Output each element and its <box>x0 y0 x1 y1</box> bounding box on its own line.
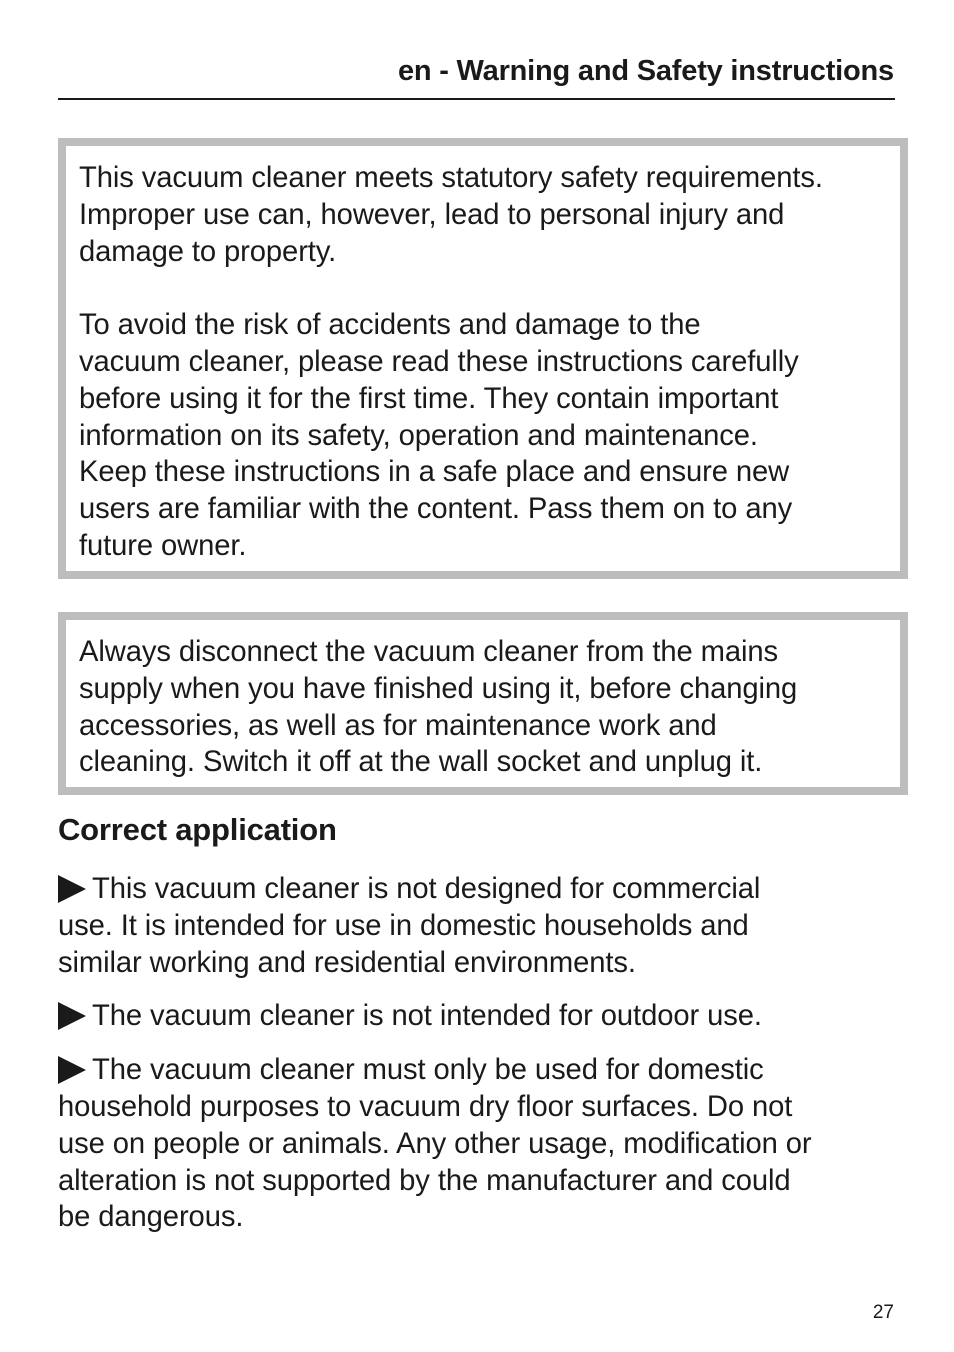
disconnect-warning-paragraph: Always disconnect the vacuum cleaner from the mains supply when you have finished using it, before changing accessories, as well as for maintenance work and cleaning. Switch it off at the wall socket and unplug it. <box>79 636 798 779</box>
list-item-text: The vacuum cleaner is not intended for outdoor use. <box>92 1000 762 1033</box>
list-item <box>58 998 898 1035</box>
section-heading: Correct application <box>58 812 337 847</box>
header-divider <box>58 98 895 100</box>
safety-notice-paragraph: To avoid the risk of accidents and damage to the vacuum cleaner, please read these instructions carefully before using it for the first time. They contain important information on its safety, operation and maintenance. Keep these instructions in a safe place and ensure new users are familiar with the content. Pass them on to any future owner. <box>79 309 799 562</box>
arrow-bullet-icon <box>58 1056 86 1084</box>
bullet-list <box>58 871 898 1253</box>
list-item <box>58 871 898 981</box>
page-header-title: en - Warning and Safety instructions <box>397 55 894 87</box>
safety-notice-paragraph: This vacuum cleaner meets statutory safety requirements. Improper use can, however, lead to personal injury and damage to property. <box>79 162 823 268</box>
list-item-text: This vacuum cleaner is not designed for commercial use. It is intended for use in domestic households and similar working and residential environments. <box>58 873 761 979</box>
safety-notice-box <box>58 138 908 579</box>
page-number: 27 <box>872 1302 894 1323</box>
disconnect-warning-box <box>58 612 908 795</box>
list-item <box>58 1052 898 1236</box>
arrow-bullet-icon <box>58 875 86 903</box>
arrow-bullet-icon <box>58 1002 86 1030</box>
list-item-text: The vacuum cleaner must only be used for domestic household purposes to vacuum dry floor surfaces. Do not use on people or animals. Any other usage, modification or alteration is not supported by the manufacturer and could be dangerous. <box>58 1054 812 1234</box>
